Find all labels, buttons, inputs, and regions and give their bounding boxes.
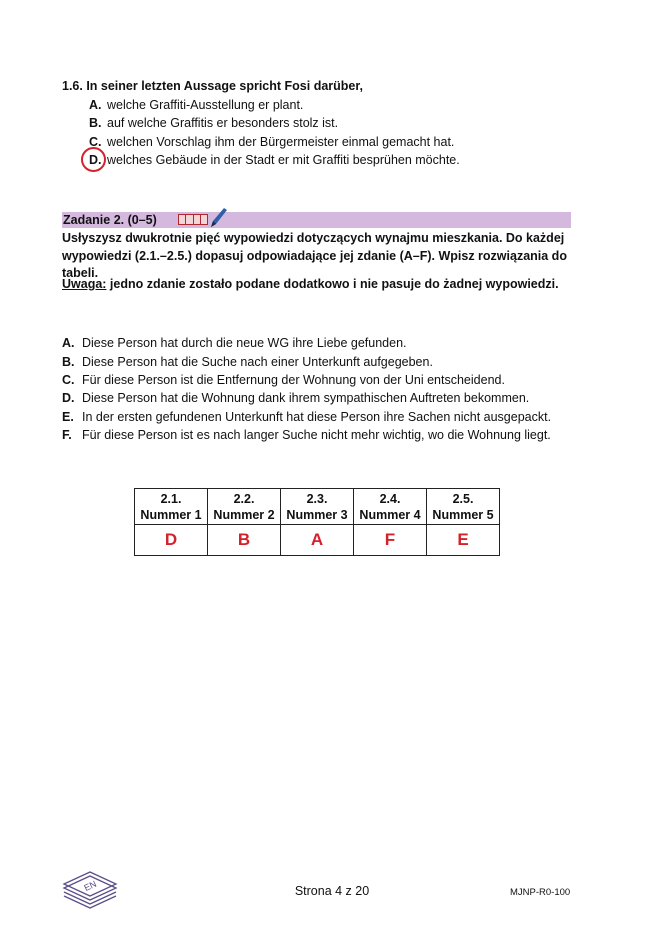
question-title: 1.6. In seiner letzten Aussage spricht Fosi darüber, [62, 79, 364, 93]
pen-icon [208, 206, 228, 228]
task-note [62, 277, 559, 291]
exam-code: MJNP-R0-100 [510, 887, 571, 898]
header-cell-3: 2.3. Nummer 3 [281, 489, 354, 525]
statement-f: F. Für diese Person ist es nach langer Suche nicht mehr wichtig, wo die Wohnung liegt. [62, 428, 551, 442]
statement-a: A. Diese Person hat durch die neue WG ihre Liebe gefunden. [62, 336, 407, 350]
option-a: A. welche Graffiti-Ausstellung er plant. [89, 98, 304, 112]
statement-e: E. In der ersten gefundenen Unterkunft hat diese Person ihre Sachen nicht ausgepackt. [62, 410, 552, 424]
note-text: jedno zdanie zostało podane dodatkowo i nie pasuje do żadnej wypowiedzi. [106, 277, 559, 291]
header-cell-5: 2.5. Nummer 5 [427, 489, 500, 525]
scoring-boxes-icon [178, 214, 208, 225]
answer-table [134, 488, 500, 556]
answer-table-header-row [135, 489, 500, 525]
answer-circle-mark [81, 147, 106, 172]
page-number: Strona 4 z 20 [294, 884, 370, 898]
svg-text:EN: EN [82, 878, 99, 894]
answer-cell-2[interactable]: B [208, 525, 281, 556]
option-d: D. welches Gebäude in der Stadt er mit Graffiti besprühen möchte. [89, 153, 460, 167]
header-cell-1: 2.1. Nummer 1 [135, 489, 208, 525]
answer-cell-5[interactable]: E [427, 525, 500, 556]
statement-b: B. Diese Person hat die Suche nach einer Unterkunft aufgegeben. [62, 355, 433, 369]
header-cell-4: 2.4. Nummer 4 [354, 489, 427, 525]
answer-table-answer-row [135, 525, 500, 556]
statement-d: D. Diese Person hat die Wohnung dank ihrem sympathischen Auftreten bekommen. [62, 391, 530, 405]
option-c: C. welchen Vorschlag ihm der Bürgermeister einmal gemacht hat. [89, 135, 455, 149]
header-cell-2: 2.2. Nummer 2 [208, 489, 281, 525]
answer-cell-3[interactable]: A [281, 525, 354, 556]
answer-cell-1[interactable]: D [135, 525, 208, 556]
task-instruction: Usłyszysz dwukrotnie pięć wypowiedzi dotyczących wynajmu mieszkania. Do każdej wypowiedzi (2.1.–2.5.) dopasuj odpowiadające jej zdanie (A–F). Wpisz rozwiązania do tabeli. [62, 231, 567, 280]
note-label: Uwaga: [62, 277, 107, 291]
answer-cell-4[interactable]: F [354, 525, 427, 556]
statement-c: C. Für diese Person ist die Entfernung der Wohnung von der Uni entscheidend. [62, 373, 505, 387]
task-title: Zadanie 2. (0–5) [63, 213, 157, 227]
option-b: B. auf welche Graffitis er besonders stolz ist. [89, 116, 339, 130]
